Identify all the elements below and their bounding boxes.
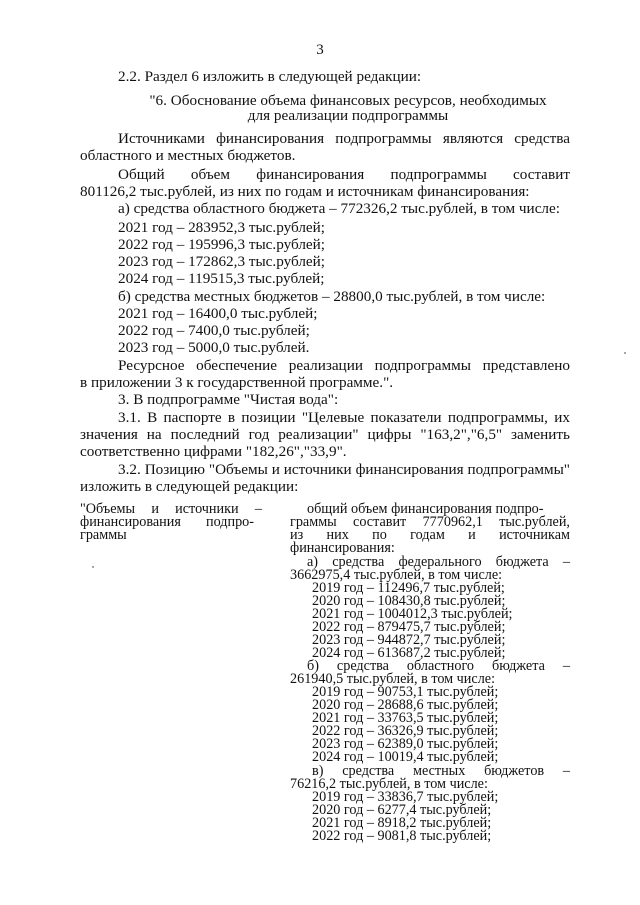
resource-line-1 — [118, 357, 570, 374]
heading-line-1: "6. Обоснование объема финансовых ресурсов, необходимых — [149, 92, 547, 109]
word: в — [227, 409, 236, 426]
regional-t-year-2024: 2024 год – 10019,4 тыс.рублей; — [312, 749, 499, 765]
word: подпрограммы — [374, 357, 471, 374]
word: и — [468, 527, 476, 543]
regional-budget-t-line-2: 261940,5 тыс.рублей, в том числе: — [290, 671, 496, 687]
word: "Объемы — [208, 461, 268, 478]
word: тыс.рублей, — [499, 514, 570, 530]
word: средства — [336, 658, 389, 674]
heading-line-2: для реализации подпрограммы — [247, 107, 449, 124]
word: 3.1. — [118, 409, 141, 426]
local-t-year-2019: 2019 год – 33836,7 тыс.рублей; — [312, 789, 499, 805]
word: финансирования — [80, 514, 181, 530]
federal-budget-line-2: 3662975,4 тыс.рублей, в том числе: — [290, 567, 503, 583]
federal-year-2022: 2022 год – 879475,7 тыс.рублей; — [312, 619, 506, 635]
word: обеспечение — [196, 357, 278, 374]
regional-t-year-2019: 2019 год – 90753,1 тыс.рублей; — [312, 684, 499, 700]
word: цифры — [367, 426, 412, 443]
paragraph-3-1-line-2 — [80, 426, 570, 443]
regional-year-2023: 2023 год – 172862,3 тыс.рублей; — [118, 253, 326, 270]
paragraph-3-1-line-3: соответственно цифрами "182,26","33,9". — [80, 443, 347, 460]
word: составит — [353, 514, 407, 530]
word: финансирования — [216, 130, 325, 147]
word: Ресурсное — [118, 357, 185, 374]
local-budget-line: б) средства местных бюджетов – 28800,0 тыс.рублей, в том числе: — [118, 288, 546, 305]
word: их — [554, 409, 570, 426]
word: заменить — [511, 426, 570, 443]
word: средства — [332, 554, 385, 570]
word: средства — [514, 130, 570, 147]
local-year-2022: 2022 год – 7400,0 тыс.рублей; — [118, 322, 310, 339]
word: бюджета — [495, 554, 549, 570]
resource-line-2: в приложении 3 к государственной программе.". — [80, 374, 394, 391]
word: источники — [283, 461, 352, 478]
paragraph-2-2: 2.2. Раздел 6 изложить в следующей редакции: — [118, 68, 422, 85]
word: – — [562, 658, 570, 674]
word: подпрограммы — [335, 130, 432, 147]
word: реализации — [288, 357, 363, 374]
federal-year-2024: 2024 год – 613687,2 тыс.рублей; — [312, 645, 506, 661]
regional-year-2021: 2021 год – 283952,3 тыс.рублей; — [118, 219, 326, 236]
word: подпрограммы" — [467, 461, 570, 478]
sources-line-2: областного и местных бюджетов. — [80, 147, 296, 164]
regional-t-year-2020: 2020 год – 28688,6 тыс.рублей; — [312, 697, 499, 713]
word: финансирования — [355, 461, 464, 478]
word: финансирования — [256, 166, 365, 183]
word: источники — [175, 501, 239, 517]
word: местных — [412, 763, 466, 779]
word: позиции — [241, 409, 296, 426]
word: федерального — [398, 554, 482, 570]
word: областного — [406, 658, 475, 674]
word: представлено — [482, 357, 570, 374]
paragraph-3-1-line-1 — [118, 409, 570, 426]
word: значения — [80, 426, 138, 443]
section-heading-2 — [0, 107, 640, 124]
word: 3.2. — [118, 461, 141, 478]
word: "Объемы — [80, 501, 136, 517]
local-t-year-2022: 2022 год – 9081,8 тыс.рублей; — [312, 828, 492, 844]
word: бюджетов — [484, 763, 545, 779]
paragraph-3: 3. В подпрограмме "Чистая вода": — [118, 391, 339, 408]
local-year-2023: 2023 год – 5000,0 тыс.рублей. — [118, 339, 310, 356]
federal-year-2021: 2021 год – 1004012,3 тыс.рублей; — [312, 606, 513, 622]
word: подпрограммы, — [447, 409, 548, 426]
word: бюджета — [491, 658, 545, 674]
table-right-line-1: общий объем финансирования подпро- — [307, 501, 544, 517]
total-line-2: 801126,2 тыс.рублей, из них по годам и источникам финансирования: — [80, 183, 530, 200]
word: источникам — [499, 527, 570, 543]
word: них — [326, 527, 349, 543]
local-t-year-2020: 2020 год – 6277,4 тыс.рублей; — [312, 802, 492, 818]
word: граммы — [290, 514, 337, 530]
page-number: 3 — [316, 42, 324, 58]
word: Источниками — [118, 130, 205, 147]
word: Общий — [118, 166, 165, 183]
regional-t-year-2023: 2023 год – 62389,0 тыс.рублей; — [312, 736, 499, 752]
word: подпро- — [205, 514, 254, 530]
word: год — [248, 426, 270, 443]
regional-year-2022: 2022 год – 195996,3 тыс.рублей; — [118, 236, 326, 253]
local-budget-t-line-2: 76216,2 тыс.рублей, в том числе: — [290, 776, 488, 792]
word: последний — [170, 426, 240, 443]
regional-t-year-2022: 2022 год – 36326,9 тыс.рублей; — [312, 723, 499, 739]
word: 7770962,1 — [422, 514, 483, 530]
federal-year-2020: 2020 год – 108430,8 тыс.рублей; — [312, 593, 506, 609]
regional-t-year-2021: 2021 год – 33763,5 тыс.рублей; — [312, 710, 499, 726]
word: в) — [312, 763, 324, 779]
word: и — [271, 461, 280, 478]
regional-year-2024: 2024 год – 119515,3 тыс.рублей; — [118, 270, 325, 287]
federal-year-2023: 2023 год – 944872,7 тыс.рублей; — [312, 632, 506, 648]
regional-budget-line: а) средства областного бюджета – 772326,2 тыс.рублей, в том числе: — [118, 200, 560, 217]
scan-speck — [624, 352, 626, 354]
word: и — [151, 501, 159, 517]
word: – — [562, 554, 570, 570]
local-year-2021: 2021 год – 16400,0 тыс.рублей; — [118, 305, 318, 322]
word: "Целевые — [301, 409, 365, 426]
word: Позицию — [144, 461, 205, 478]
table-left-line-3: граммы — [80, 527, 127, 543]
word: средства — [342, 763, 395, 779]
word: реализации" — [278, 426, 359, 443]
paragraph-3-2-line-2: изложить в следующей редакции: — [80, 478, 299, 495]
word: на — [146, 426, 162, 443]
federal-year-2019: 2019 год – 112496,7 тыс.рублей; — [312, 580, 505, 596]
table-right-line-4: финансирования: — [290, 540, 395, 556]
scan-speck — [92, 566, 94, 568]
word: являются — [442, 130, 504, 147]
word: а) — [307, 554, 319, 570]
word: подпрограммы — [390, 166, 487, 183]
word: составит — [513, 166, 570, 183]
word: б) — [307, 658, 319, 674]
word: годам — [410, 527, 445, 543]
word: В — [147, 409, 158, 426]
total-line-1 — [118, 166, 570, 183]
paragraph-3-2-line-1 — [118, 461, 570, 478]
word: показатели — [370, 409, 442, 426]
word: паспорте — [163, 409, 222, 426]
word: – — [254, 501, 262, 517]
word: "163,2","6,5" — [420, 426, 503, 443]
word: по — [372, 527, 387, 543]
word: из — [290, 527, 304, 543]
sources-line-1 — [118, 130, 570, 147]
word: – — [562, 763, 570, 779]
word: объем — [190, 166, 231, 183]
local-t-year-2021: 2021 год – 8918,2 тыс.рублей; — [312, 815, 492, 831]
